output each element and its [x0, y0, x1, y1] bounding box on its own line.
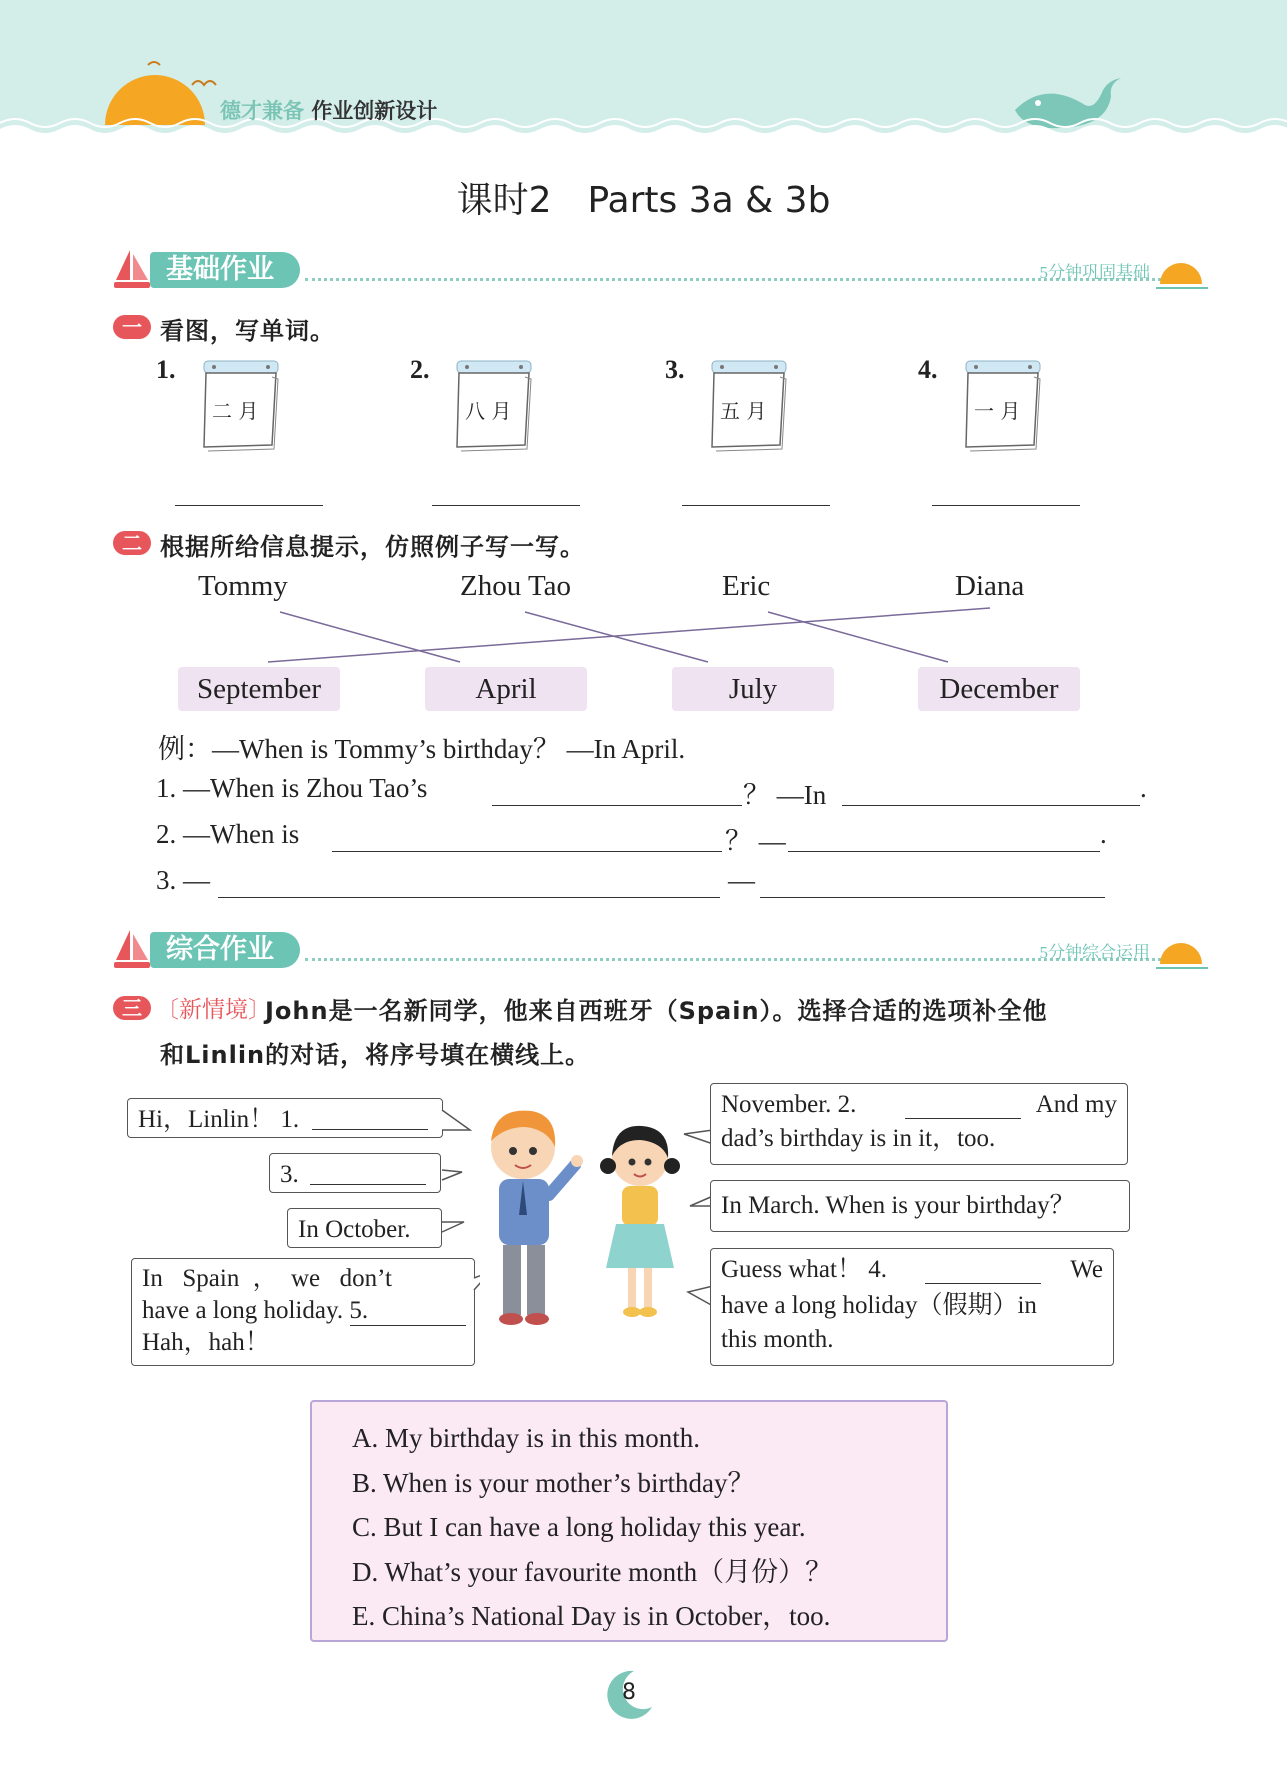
page-header: [0, 0, 1287, 150]
answer-blank[interactable]: [332, 851, 722, 852]
answer-blank[interactable]: [905, 1118, 1021, 1119]
answer-blank[interactable]: [842, 805, 1140, 806]
item-number: 3.: [665, 355, 685, 384]
section-banner-basic: [70, 248, 1220, 292]
sentence-middle: ？ —: [725, 826, 786, 856]
brand-green: 德才兼备: [220, 99, 304, 123]
calendar-icon: [200, 357, 278, 452]
sailboat-icon: [112, 248, 152, 292]
option-a: A. My birthday is in this month.: [352, 1423, 701, 1453]
bubble-text: November. 2.: [721, 1091, 857, 1118]
brand-dark: 作业创新设计: [311, 99, 438, 123]
speech-bubble: [710, 1248, 1114, 1366]
calendar-month: 一 月: [974, 399, 1021, 423]
sentence-prefix: 3. —: [156, 865, 210, 895]
section-banner-comprehensive: [70, 928, 1220, 972]
bubble-text: 3.: [280, 1161, 299, 1188]
speech-bubble: [710, 1083, 1128, 1165]
item-number: 2.: [410, 355, 430, 384]
month-box: December: [918, 667, 1080, 711]
bubble-text: this month.: [721, 1326, 834, 1353]
bubble-text: In Spain，we don’t have a long holiday. 5.: [142, 1265, 392, 1324]
option-b: B. When is your mother’s birthday？: [352, 1467, 755, 1498]
answer-blank[interactable]: [760, 897, 1105, 898]
month-box: September: [178, 667, 340, 711]
matching-lines: [0, 600, 1287, 670]
question-instruction: John是一名新同学，他来自西班牙（Spain）。选择合适的选项补全他: [265, 997, 1048, 1025]
sentence-end: .: [1140, 773, 1147, 803]
section-hint-comprehensive: 5分钟综合运用: [1039, 943, 1150, 962]
person-name: Diana: [955, 570, 1025, 602]
new-context-tag: 〔新情境〕: [156, 997, 271, 1023]
speech-bubble: [127, 1098, 443, 1138]
bubble-text: We: [1070, 1256, 1103, 1283]
question-badge: 二: [113, 531, 151, 555]
brand-text: [220, 95, 437, 125]
bubble-text: And my: [1035, 1091, 1117, 1118]
item-number: 1.: [156, 355, 176, 384]
sentence-prefix: 1. —When is Zhou Tao’s: [156, 773, 428, 803]
section-hint-basic: 5分钟巩固基础: [1039, 263, 1150, 282]
example-line: 例：—When is Tommy’s birthday？ —In April.: [158, 734, 686, 764]
sun-icon: [1154, 934, 1210, 972]
answer-blank[interactable]: [925, 1283, 1041, 1284]
person-name: Zhou Tao: [460, 570, 572, 602]
month-box: July: [672, 667, 834, 711]
sentence-prefix: 2. —When is: [156, 819, 300, 849]
calendar-month: 二 月: [212, 399, 259, 423]
question-instruction-2: 和Linlin的对话，将序号填在横线上。: [160, 1041, 591, 1069]
speech-bubble: In March. When is your birthday？: [710, 1180, 1130, 1232]
answer-blank[interactable]: [218, 897, 720, 898]
bubble-text: Guess what！ 4.: [721, 1256, 887, 1283]
speech-bubble: In October.: [287, 1208, 442, 1248]
speech-bubble: [131, 1258, 475, 1366]
sentence-middle: —: [728, 865, 755, 895]
bubble-text: have a long holiday（假期）in: [721, 1292, 1037, 1319]
question-badge: 三: [113, 996, 151, 1020]
section-label-comprehensive: 综合作业: [150, 932, 300, 968]
answer-blank[interactable]: [788, 851, 1100, 852]
wave-decoration: [0, 115, 1287, 150]
sentence-end: .: [1100, 819, 1107, 849]
sentence-middle: ？ —In: [743, 780, 827, 810]
options-box: [310, 1400, 948, 1642]
item-number: 4.: [918, 355, 938, 384]
month-box: April: [425, 667, 587, 711]
speech-bubble: [269, 1153, 441, 1193]
person-name: Eric: [722, 570, 771, 602]
bubble-text: Hi，Linlin！ 1.: [138, 1106, 300, 1133]
calendar-month: 八 月: [465, 399, 512, 423]
calendar-icon: [453, 357, 531, 452]
answer-blank[interactable]: [932, 505, 1080, 506]
option-d: D. What’s your favourite month（月份）？: [352, 1556, 833, 1587]
answer-blank[interactable]: [310, 1184, 426, 1185]
page-number: 8: [622, 1680, 636, 1705]
question-badge: 一: [113, 315, 151, 339]
option-c: C. But I can have a long holiday this year.: [352, 1512, 806, 1542]
person-name: Tommy: [198, 570, 288, 602]
calendar-month: 五 月: [720, 399, 767, 423]
answer-blank[interactable]: [492, 805, 742, 806]
girl-illustration: [590, 1118, 690, 1338]
calendar-icon: [708, 357, 786, 452]
answer-blank[interactable]: [175, 505, 323, 506]
bubble-text: dad’s birthday is in it，too.: [721, 1125, 996, 1152]
bubble-tails: [440, 1100, 480, 1360]
bird-icon: [190, 75, 220, 91]
bubble-text: Hah，hah！: [142, 1329, 270, 1356]
question-instruction: 根据所给信息提示，仿照例子写一写。: [160, 533, 585, 561]
sailboat-icon: [112, 928, 152, 972]
option-e: E. China’s National Day is in October，too.: [352, 1601, 831, 1631]
sun-icon: [1154, 254, 1210, 292]
section-label-basic: 基础作业: [150, 252, 300, 288]
page-title: 课时2 Parts 3a & 3b: [456, 180, 831, 221]
answer-blank[interactable]: [682, 505, 830, 506]
answer-blank[interactable]: [432, 505, 580, 506]
question-instruction: 看图，写单词。: [160, 317, 335, 345]
boy-illustration: [475, 1105, 585, 1335]
calendar-icon: [962, 357, 1040, 452]
answer-blank[interactable]: [312, 1129, 428, 1130]
